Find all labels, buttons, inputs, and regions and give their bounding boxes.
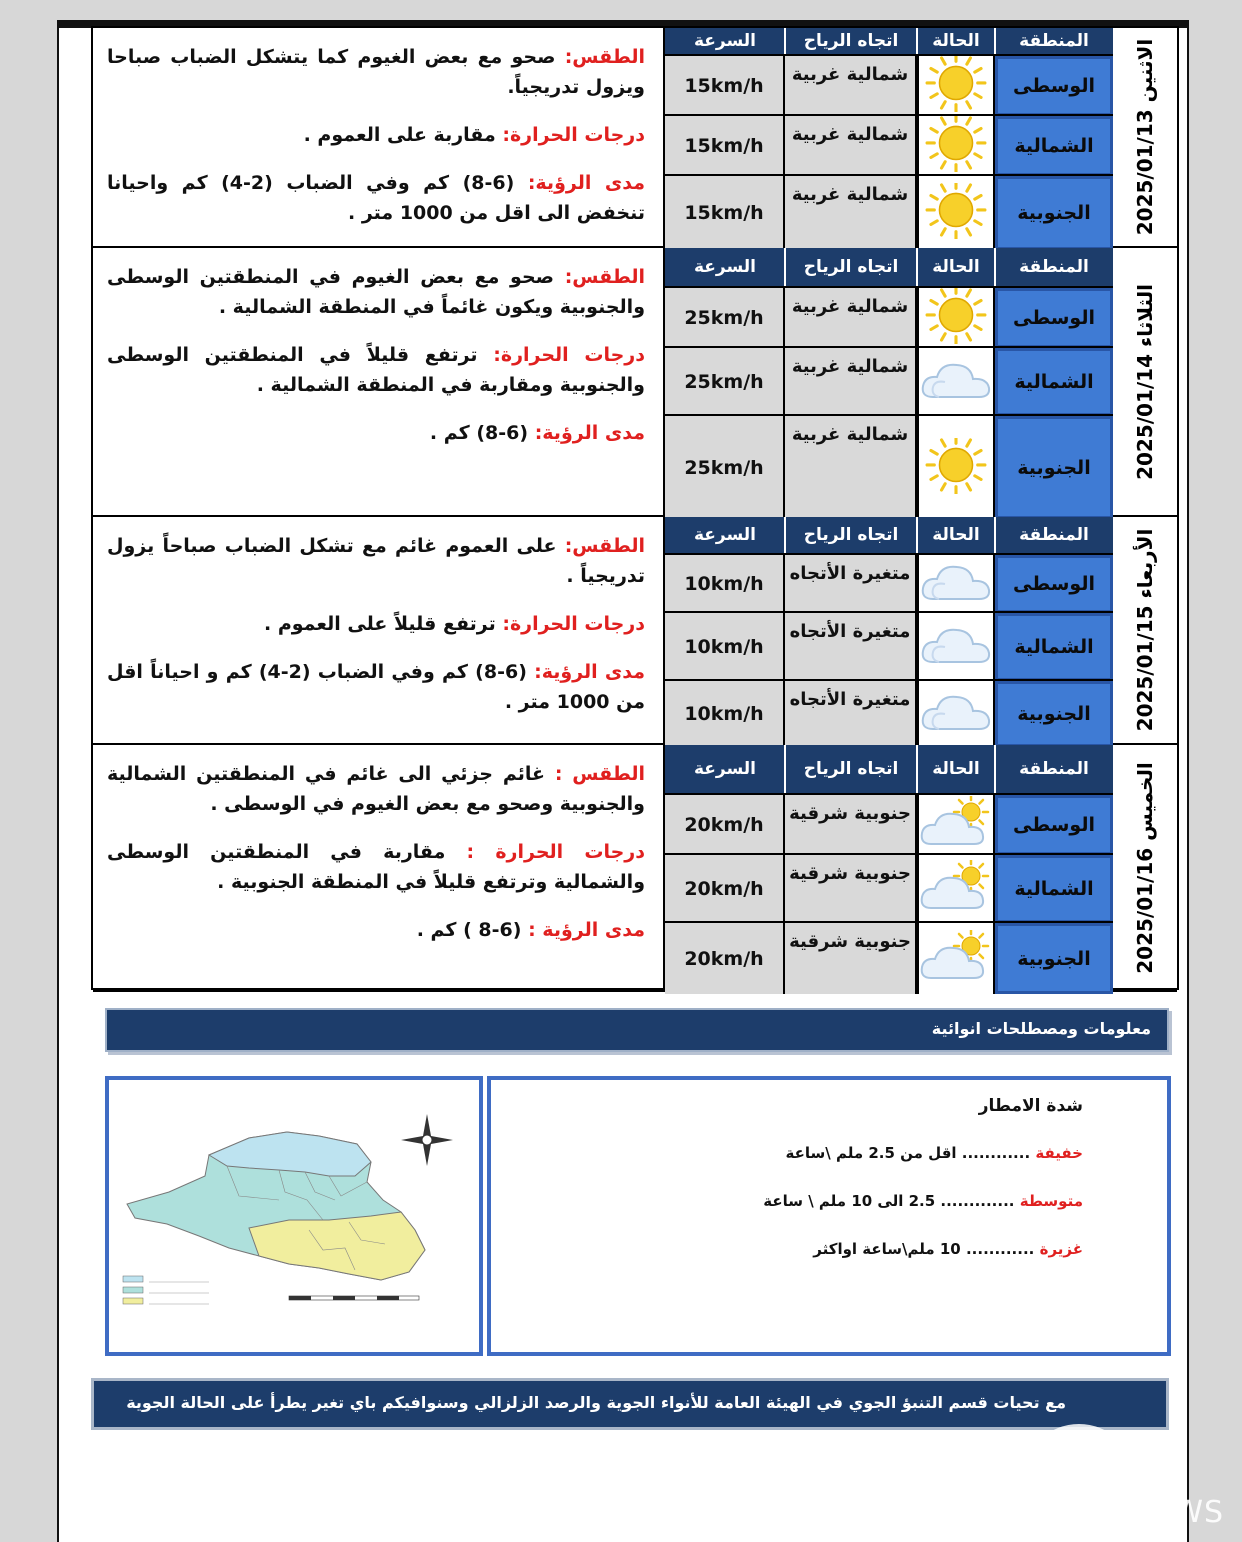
sun-icon	[925, 183, 987, 243]
forecast-row	[665, 286, 1113, 348]
temperature-text: مقاربة في المنطقتين الوسطى والشمالية وترتفع قليلاً في المنطقة الجنوبية .	[107, 841, 645, 893]
wind-direction-cell: شمالية غربية	[785, 56, 917, 116]
forecast-row	[665, 921, 1113, 994]
forecast-row	[665, 853, 1113, 923]
footer-text: مع تحيات قسم التنبؤ الجوي في الهيئة العامة للأنواء الجوية والرصد الزلزالي وسنوافيكم باي تغير يطرأ على الحالة الجوية	[126, 1393, 1066, 1412]
header-status: الحالة	[932, 257, 980, 277]
region-cell: الشمالية	[995, 348, 1113, 416]
visibility-label: مدى الرؤية:	[534, 422, 645, 444]
region-cell: الجنوبية	[995, 416, 1113, 519]
weather-paragraph	[107, 759, 645, 819]
footer-bar	[91, 1378, 1169, 1430]
sun-icon	[925, 116, 987, 176]
day-date-column	[1111, 28, 1177, 246]
visibility-text: (6-8) كم وفي الضباب (2-4) كم واحيانا تنخفض الى اقل من 1000 متر .	[107, 172, 645, 224]
forecast-table	[91, 26, 1179, 990]
header-region: المنطقة	[1019, 525, 1089, 545]
temperature-paragraph	[107, 609, 645, 639]
rain-light-label: خفيفة	[1035, 1144, 1083, 1162]
forecast-row	[665, 174, 1113, 250]
info-section-bar	[105, 1008, 1169, 1052]
header-separator	[784, 28, 786, 54]
header-speed: السرعة	[693, 257, 756, 277]
rain-moderate-label: متوسطة	[1019, 1192, 1083, 1210]
status-cell	[917, 348, 995, 416]
cloud-icon	[919, 355, 993, 409]
status-cell	[917, 855, 995, 923]
header-wind-direction: اتجاه الرياح	[803, 525, 899, 545]
region-cell: الوسطى	[995, 555, 1113, 613]
wind-direction-cell: شمالية غربية	[785, 348, 917, 416]
day-forecast-grid	[663, 517, 1113, 743]
day-description	[93, 248, 665, 515]
rain-heavy-text: ............ 10 ملم\ساعة اواكثر	[813, 1240, 1035, 1258]
wind-direction-cell: شمالية غربية	[785, 116, 917, 176]
wind-speed-cell: 15km/h	[665, 176, 785, 250]
header-separator	[994, 28, 996, 54]
day-date-column	[1111, 517, 1177, 743]
rain-light-text: ............ اقل من 2.5 ملم \ساعة	[785, 1144, 1031, 1162]
visibility-paragraph	[107, 657, 645, 717]
visibility-text: (6-8) كم وفي الضباب (2-4) كم و احياناً اقل من 1000 متر .	[107, 661, 645, 713]
wind-direction-cell: متغيرة الأتجاه	[785, 555, 917, 613]
compass-rose-icon	[401, 1114, 453, 1166]
rain-moderate-line	[763, 1192, 1083, 1210]
rain-intensity-panel	[487, 1076, 1171, 1356]
temperature-label: درجات الحرارة:	[502, 124, 645, 146]
weather-label: الطقس:	[564, 46, 645, 68]
header-wind-direction: اتجاه الرياح	[803, 31, 899, 51]
temperature-label: درجات الحرارة:	[493, 344, 645, 366]
wind-speed-cell: 25km/h	[665, 288, 785, 348]
weather-text: على العموم غائم مع تشكل الضباب صباحاً يزول تدريجياً .	[107, 535, 645, 587]
sun-icon	[925, 438, 987, 498]
wind-speed-cell: 15km/h	[665, 56, 785, 116]
day-forecast-grid	[663, 248, 1113, 515]
grid-header-row	[665, 248, 1113, 286]
forecast-row	[665, 793, 1113, 855]
wind-direction-cell: جنوبية شرقية	[785, 795, 917, 855]
watermark-logo-icon	[1022, 1424, 1136, 1538]
day-forecast-grid	[663, 28, 1113, 246]
day-block	[93, 248, 1177, 517]
partly-cloudy-icon	[919, 930, 993, 988]
wind-speed-cell: 20km/h	[665, 795, 785, 855]
visibility-label: مدى الرؤية :	[528, 919, 645, 941]
header-separator	[916, 745, 918, 793]
status-cell	[917, 923, 995, 994]
watermark-text: IQ NEWS	[1130, 1460, 1225, 1530]
forecast-row	[665, 553, 1113, 613]
header-separator	[994, 745, 996, 793]
temperature-text: ترتفع قليلاً على العموم .	[264, 613, 496, 635]
wind-direction-cell: متغيرة الأتجاه	[785, 613, 917, 681]
wind-direction-cell: جنوبية شرقية	[785, 855, 917, 923]
partly-cloudy-icon	[919, 860, 993, 918]
status-cell	[917, 176, 995, 250]
wind-direction-cell: جنوبية شرقية	[785, 923, 917, 994]
header-wind-direction: اتجاه الرياح	[803, 257, 899, 277]
temperature-paragraph	[107, 120, 645, 150]
weather-text: صحو مع بعض الغيوم كما يتشكل الضباب صباحا ويزول تدريجياً.	[107, 46, 645, 98]
region-cell: الوسطى	[995, 56, 1113, 116]
day-block	[93, 28, 1177, 248]
grid-header-row	[665, 28, 1113, 54]
regions-map-panel	[105, 1076, 483, 1356]
forecast-row	[665, 54, 1113, 116]
visibility-paragraph	[107, 418, 645, 448]
header-region: المنطقة	[1019, 759, 1089, 779]
header-region: المنطقة	[1019, 31, 1089, 51]
status-cell	[917, 681, 995, 747]
day-date-column	[1111, 248, 1177, 515]
header-separator	[916, 248, 918, 286]
visibility-text: (6-8 ) كم .	[416, 919, 522, 941]
wind-direction-cell: شمالية غربية	[785, 416, 917, 519]
header-separator	[784, 248, 786, 286]
day-description	[93, 28, 665, 246]
status-cell	[917, 555, 995, 613]
header-separator	[784, 745, 786, 793]
day-date: الأربعاء 2025/01/15	[1133, 528, 1157, 732]
forecast-row	[665, 346, 1113, 416]
grid-header-row	[665, 517, 1113, 553]
wind-direction-cell: شمالية غربية	[785, 288, 917, 348]
status-cell	[917, 795, 995, 855]
header-status: الحالة	[932, 759, 980, 779]
region-cell: الجنوبية	[995, 681, 1113, 747]
wind-speed-cell: 10km/h	[665, 613, 785, 681]
wind-speed-cell: 15km/h	[665, 116, 785, 176]
header-separator	[784, 517, 786, 553]
region-cell: الجنوبية	[995, 923, 1113, 994]
header-separator	[994, 248, 996, 286]
visibility-text: (6-8) كم .	[429, 422, 529, 444]
header-status: الحالة	[932, 525, 980, 545]
temperature-label: درجات الحرارة:	[502, 613, 645, 635]
wind-speed-cell: 20km/h	[665, 923, 785, 994]
day-block	[93, 517, 1177, 745]
wind-speed-cell: 10km/h	[665, 681, 785, 747]
header-region: المنطقة	[1019, 257, 1089, 277]
temperature-text: ترتفع قليلاً في المنطقتين الوسطى والجنوبية ومقاربة في المنطقة الشمالية .	[107, 344, 645, 396]
weather-paragraph	[107, 42, 645, 102]
day-date: الاثنين 2025/01/13	[1133, 38, 1157, 236]
rain-moderate-text: ............. 2.5 الى 10 ملم \ ساعة	[763, 1192, 1015, 1210]
map-legend	[123, 1276, 209, 1304]
region-cell: الوسطى	[995, 795, 1113, 855]
wind-speed-cell: 25km/h	[665, 348, 785, 416]
weather-label: الطقس:	[564, 535, 645, 557]
header-wind-direction: اتجاه الرياح	[803, 759, 899, 779]
status-cell	[917, 288, 995, 348]
weather-paragraph	[107, 531, 645, 591]
weather-paragraph	[107, 262, 645, 322]
day-date: الثلاثاء 2025/01/14	[1133, 283, 1157, 480]
forecast-row	[665, 414, 1113, 519]
visibility-paragraph	[107, 915, 645, 945]
day-description	[93, 745, 665, 990]
day-date-column	[1111, 745, 1177, 990]
rain-heavy-label: غزيرة	[1039, 1240, 1083, 1258]
forecast-row	[665, 611, 1113, 681]
wind-speed-cell: 20km/h	[665, 855, 785, 923]
day-forecast-grid	[663, 745, 1113, 990]
sun-icon	[925, 56, 987, 116]
header-speed: السرعة	[693, 759, 756, 779]
iraq-regions-map	[109, 1080, 479, 1352]
wind-direction-cell: متغيرة الأتجاه	[785, 681, 917, 747]
visibility-paragraph	[107, 168, 645, 228]
info-section-title: معلومات ومصطلحات انوائية	[931, 1019, 1151, 1038]
region-cell: الشمالية	[995, 116, 1113, 176]
visibility-label: مدى الرؤية:	[534, 661, 645, 683]
visibility-label: مدى الرؤية:	[527, 172, 645, 194]
cloud-icon	[919, 620, 993, 674]
status-cell	[917, 56, 995, 116]
iq-news-watermark	[1018, 1420, 1238, 1530]
status-cell	[917, 116, 995, 176]
cloud-icon	[919, 687, 993, 741]
map-scale-bar	[289, 1296, 419, 1300]
header-separator	[916, 517, 918, 553]
sun-icon	[925, 288, 987, 348]
wind-speed-cell: 10km/h	[665, 555, 785, 613]
region-cell: الوسطى	[995, 288, 1113, 348]
day-date: الخميس 2025/01/16	[1133, 761, 1157, 974]
header-speed: السرعة	[693, 31, 756, 51]
temperature-paragraph	[107, 340, 645, 400]
header-speed: السرعة	[693, 525, 756, 545]
temperature-paragraph	[107, 837, 645, 897]
weather-text: غائم جزئي الى غائم في المنطقتين الشمالية والجنوبية وصحو مع بعض الغيوم في الوسطى .	[107, 763, 645, 815]
partly-cloudy-icon	[919, 796, 993, 854]
region-cell: الجنوبية	[995, 176, 1113, 250]
grid-header-row	[665, 745, 1113, 793]
cloud-icon	[919, 557, 993, 611]
weather-label: الطقس :	[554, 763, 645, 785]
temperature-text: مقاربة على العموم .	[303, 124, 496, 146]
wind-speed-cell: 25km/h	[665, 416, 785, 519]
temperature-label: درجات الحرارة :	[466, 841, 645, 863]
forecast-row	[665, 114, 1113, 176]
header-separator	[994, 517, 996, 553]
day-block	[93, 745, 1177, 992]
status-cell	[917, 416, 995, 519]
rain-intensity-title: شدة الامطار	[978, 1096, 1083, 1116]
day-description	[93, 517, 665, 743]
wind-direction-cell: شمالية غربية	[785, 176, 917, 250]
status-cell	[917, 613, 995, 681]
header-separator	[916, 28, 918, 54]
rain-heavy-line	[813, 1240, 1083, 1258]
header-status: الحالة	[932, 31, 980, 51]
forecast-row	[665, 679, 1113, 747]
weather-text: صحو مع بعض الغيوم في المنطقتين الوسطى والجنوبية ويكون غائماً في المنطقة الشمالية .	[107, 266, 645, 318]
region-cell: الشمالية	[995, 613, 1113, 681]
region-cell: الشمالية	[995, 855, 1113, 923]
weather-label: الطقس:	[564, 266, 645, 288]
rain-light-line	[786, 1144, 1083, 1162]
